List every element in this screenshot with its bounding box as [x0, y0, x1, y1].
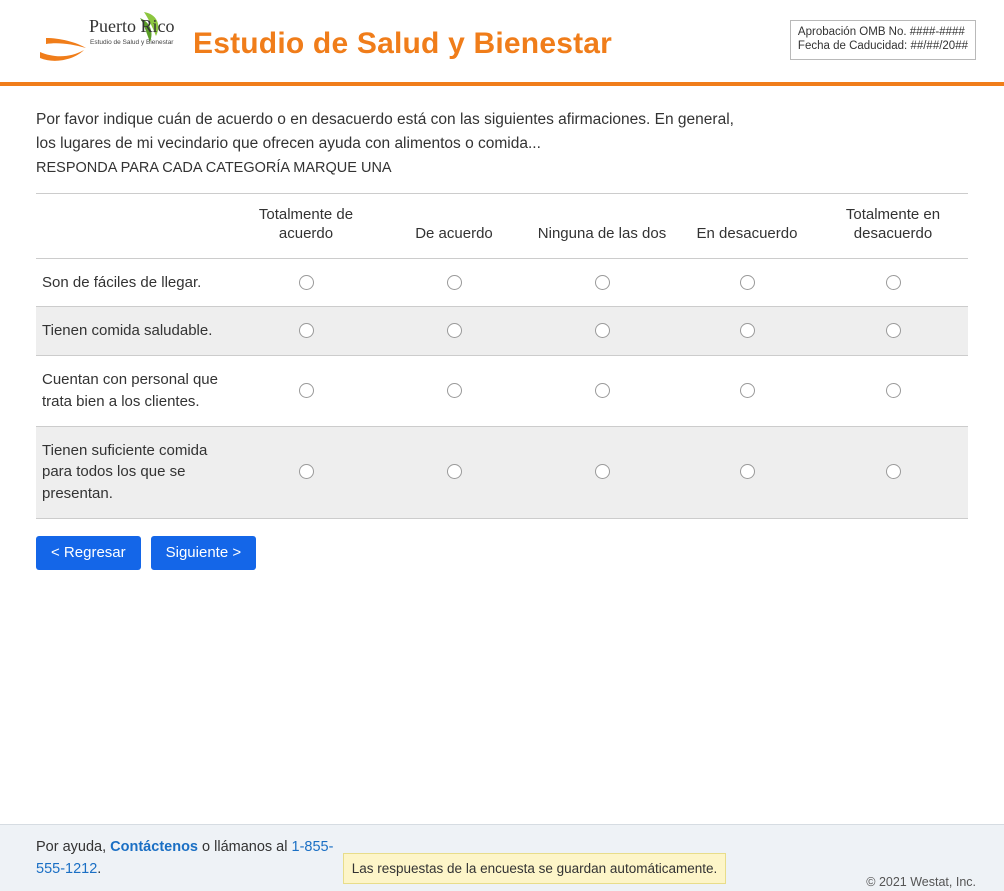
- radio-cell-0-2[interactable]: [528, 258, 676, 307]
- radio-cell-1-0[interactable]: [232, 307, 380, 356]
- radio-cell-3-2[interactable]: [528, 426, 676, 518]
- radio-button-1-0[interactable]: [299, 323, 314, 338]
- omb-expiration: Fecha de Caducidad: ##/##/20##: [797, 40, 968, 53]
- radio-button-3-3[interactable]: [740, 464, 755, 479]
- radio-button-3-0[interactable]: [299, 464, 314, 479]
- radio-button-2-0[interactable]: [299, 383, 314, 398]
- radio-button-1-2[interactable]: [595, 323, 610, 338]
- radio-button-2-4[interactable]: [886, 383, 901, 398]
- logo-primary-text: Puerto Rico: [89, 16, 175, 36]
- omb-number: Aprobación OMB No. ####-####: [797, 26, 965, 38]
- radio-button-1-3[interactable]: [740, 323, 755, 338]
- help-prefix: Por ayuda,: [36, 839, 111, 855]
- column-header-1: De acuerdo: [380, 194, 528, 259]
- radio-button-2-1[interactable]: [447, 383, 462, 398]
- radio-cell-2-0[interactable]: [232, 356, 380, 427]
- column-header-3: En desacuerdo: [676, 194, 818, 259]
- radio-cell-1-3[interactable]: [676, 307, 818, 356]
- main-content: [0, 108, 1004, 570]
- table-row: [36, 307, 968, 356]
- navigation-buttons: [36, 536, 968, 571]
- help-middle: o llámanos al: [198, 839, 292, 855]
- question-instruction: RESPONDA PARA CADA CATEGORÍA MARQUE UNA: [36, 160, 392, 177]
- radio-cell-3-3[interactable]: [676, 426, 818, 518]
- radio-cell-1-2[interactable]: [528, 307, 676, 356]
- table-row: [36, 258, 968, 307]
- autosave-notice: Las respuestas de la encuesta se guardan automáticamente.: [343, 853, 726, 884]
- matrix-question-table: [36, 193, 968, 519]
- row-label-1: Tienen comida saludable.: [36, 307, 232, 356]
- radio-button-0-2[interactable]: [595, 275, 610, 290]
- radio-button-0-1[interactable]: [447, 275, 462, 290]
- table-row: [36, 356, 968, 427]
- table-body: [36, 258, 968, 518]
- back-button[interactable]: < Regresar: [36, 536, 141, 571]
- table-header-row: [36, 194, 968, 259]
- omb-approval-box: [790, 20, 976, 60]
- radio-button-0-0[interactable]: [299, 275, 314, 290]
- page-title: Estudio de Salud y Bienestar: [193, 27, 613, 60]
- footer-help-text: [36, 836, 336, 881]
- radio-button-3-1[interactable]: [447, 464, 462, 479]
- copyright-text: © 2021 Westat, Inc.: [866, 875, 976, 889]
- help-suffix: .: [97, 861, 102, 878]
- radio-cell-3-4[interactable]: [818, 426, 968, 518]
- radio-button-3-4[interactable]: [886, 464, 901, 479]
- radio-cell-1-1[interactable]: [380, 307, 528, 356]
- radio-cell-3-0[interactable]: [232, 426, 380, 518]
- radio-cell-2-3[interactable]: [676, 356, 818, 427]
- radio-cell-2-2[interactable]: [528, 356, 676, 427]
- radio-cell-3-1[interactable]: [380, 426, 528, 518]
- row-label-2: Cuentan con personal que trata bien a los clientes.: [36, 356, 232, 427]
- radio-button-3-2[interactable]: [595, 464, 610, 479]
- column-header-2: Ninguna de las dos: [528, 194, 676, 259]
- next-button[interactable]: Siguiente >: [151, 536, 256, 571]
- page-header: [0, 0, 1004, 86]
- radio-button-2-2[interactable]: [595, 383, 610, 398]
- table-row: [36, 426, 968, 518]
- phone-link[interactable]: 1-855-555-1212: [36, 839, 334, 878]
- radio-cell-0-1[interactable]: [380, 258, 528, 307]
- radio-cell-2-1[interactable]: [380, 356, 528, 427]
- puerto-rico-logo: [32, 8, 182, 70]
- radio-button-1-4[interactable]: [886, 323, 901, 338]
- table-header: [36, 194, 968, 259]
- radio-button-0-4[interactable]: [886, 275, 901, 290]
- contact-link[interactable]: Contáctenos: [110, 839, 198, 855]
- logo-icon: [32, 8, 182, 70]
- row-label-0: Son de fáciles de llegar.: [36, 258, 232, 307]
- question-intro: Por favor indique cuán de acuerdo o en desacuerdo está con las siguientes afirmaciones. En general, los lugares de mi vecindario que ofrecen ayuda con alimentos o comida...: [36, 111, 734, 153]
- radio-button-0-3[interactable]: [740, 275, 755, 290]
- radio-button-2-3[interactable]: [740, 383, 755, 398]
- row-label-3: Tienen suficiente comida para todos los que se presentan.: [36, 426, 232, 518]
- page-footer: [0, 824, 1004, 891]
- column-header-0: Totalmente de acuerdo: [232, 194, 380, 259]
- radio-button-1-1[interactable]: [447, 323, 462, 338]
- column-header-blank: [36, 194, 232, 259]
- logo-secondary-text: Estudio de Salud y Bienestar: [90, 39, 174, 46]
- radio-cell-0-4[interactable]: [818, 258, 968, 307]
- radio-cell-0-0[interactable]: [232, 258, 380, 307]
- column-header-4: Totalmente en desacuerdo: [818, 194, 968, 259]
- radio-cell-1-4[interactable]: [818, 307, 968, 356]
- radio-cell-0-3[interactable]: [676, 258, 818, 307]
- radio-cell-2-4[interactable]: [818, 356, 968, 427]
